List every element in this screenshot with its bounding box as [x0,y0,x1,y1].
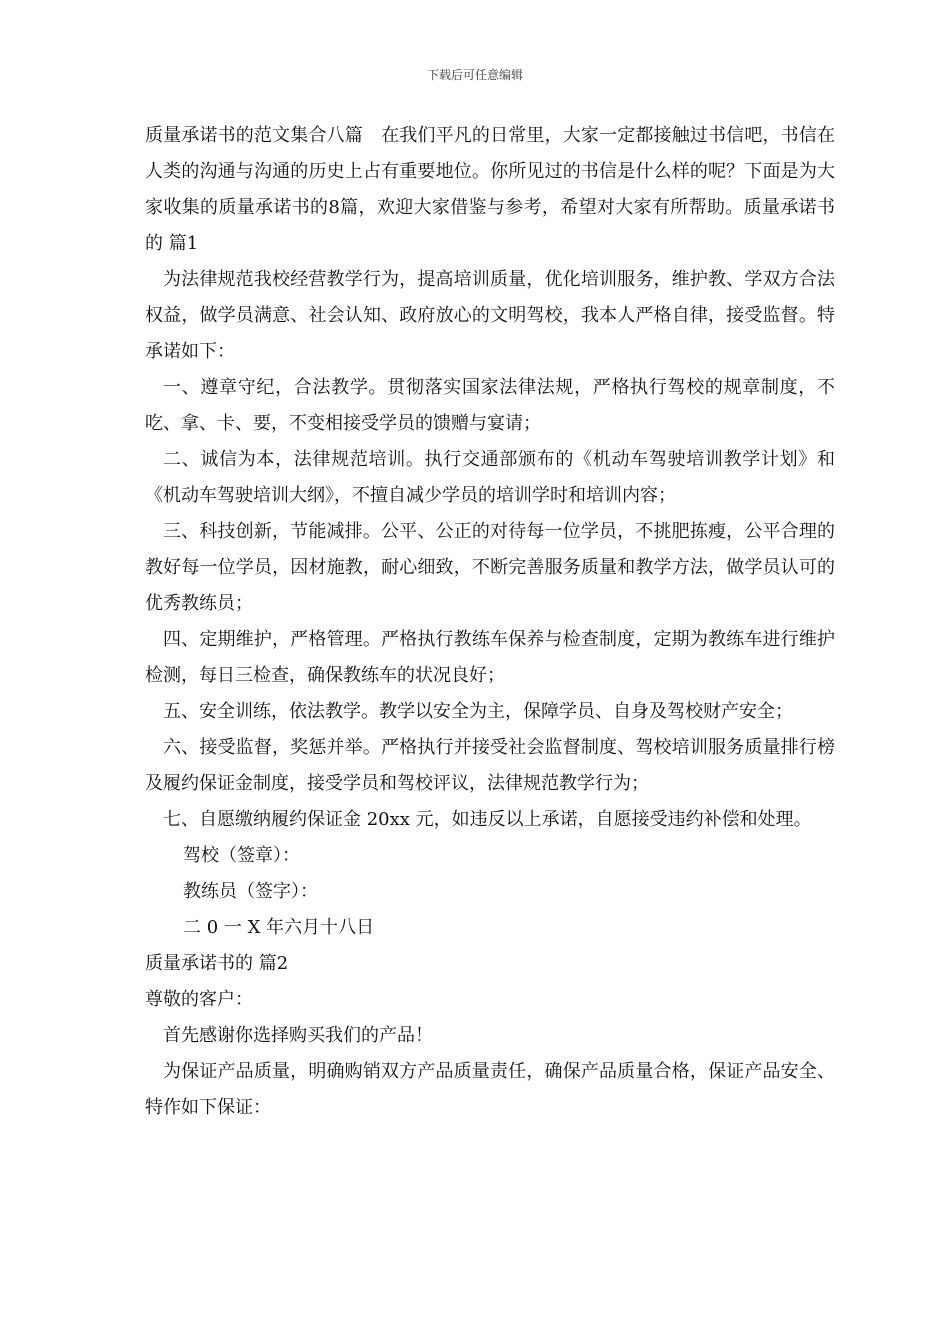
coach-signature-line: 教练员（签字）： [183,881,318,902]
signature-date: 二 0 一 X 年六月十八日 [183,917,375,938]
section-2-intro: 为保证产品质量，明确购销双方产品质量责任，确保产品质量合格，保证产品安全、特作如下保证： [145,1061,835,1118]
section-2-thanks: 首先感谢你选择购买我们的产品！ [163,1025,433,1046]
section-2-title: 质量承诺书的 篇2 [145,953,289,974]
pledge-item-1: 一、遵章守纪，合法教学。贯彻落实国家法律法规，严格执行驾校的规章制度，不吃、拿、卡、要，不变相接受学员的馈赠与宴请； [145,377,835,434]
pledge-item-7: 七、自愿缴纳履约保证金 20xx 元，如违反以上承诺，自愿接受违约补偿和处理。 [163,809,812,830]
pledge-item-2: 二、诚信为本，法律规范培训。执行交通部颁布的《机动车驾驶培训教学计划》和《机动车驾驶培训大纲》，不擅自减少学员的培训学时和培训内容； [145,449,835,506]
pledge-item-4: 四、定期维护，严格管理。严格执行教练车保养与检查制度，定期为教练车进行维护检测，每日三检查，确保教练车的状况良好； [145,629,835,686]
intro-paragraph: 质量承诺书的范文集合八篇 在我们平凡的日常里，大家一定都接触过书信吧，书信在人类的沟通与沟通的历史上占有重要地位。你所见过的书信是什么样的呢？下面是为大家收集的质量承诺书的8篇，欢迎大家借鉴与参考，希望对大家有所帮助。质量承诺书的 篇1 [145,125,835,254]
pledge-item-3: 三、科技创新，节能减排。公平、公正的对待每一位学员，不挑肥拣瘦，公平合理的教好每一位学员，因材施教，耐心细致，不断完善服务质量和教学方法，做学员认可的优秀教练员； [145,521,835,614]
pledge-item-6: 六、接受监督，奖惩并举。严格执行并接受社会监督制度、驾校培训服务质量排行榜及履约保证金制度，接受学员和驾校评议，法律规范教学行为； [145,737,835,794]
pledge-item-5: 五、安全训练，依法教学。教学以安全为主，保障学员、自身及驾校财产安全； [163,701,793,722]
section-2-salutation: 尊敬的客户： [145,989,253,1010]
document-body [145,118,835,1126]
page-header-note: 下载后可任意编辑 [426,68,523,82]
school-signature-line: 驾校（签章）： [183,845,300,866]
pledge-preamble: 为法律规范我校经营教学行为，提高培训质量，优化培训服务，维护教、学双方合法权益，做学员满意、社会认知、政府放心的文明驾校，我本人严格自律，接受监督。特承诺如下： [145,269,835,362]
